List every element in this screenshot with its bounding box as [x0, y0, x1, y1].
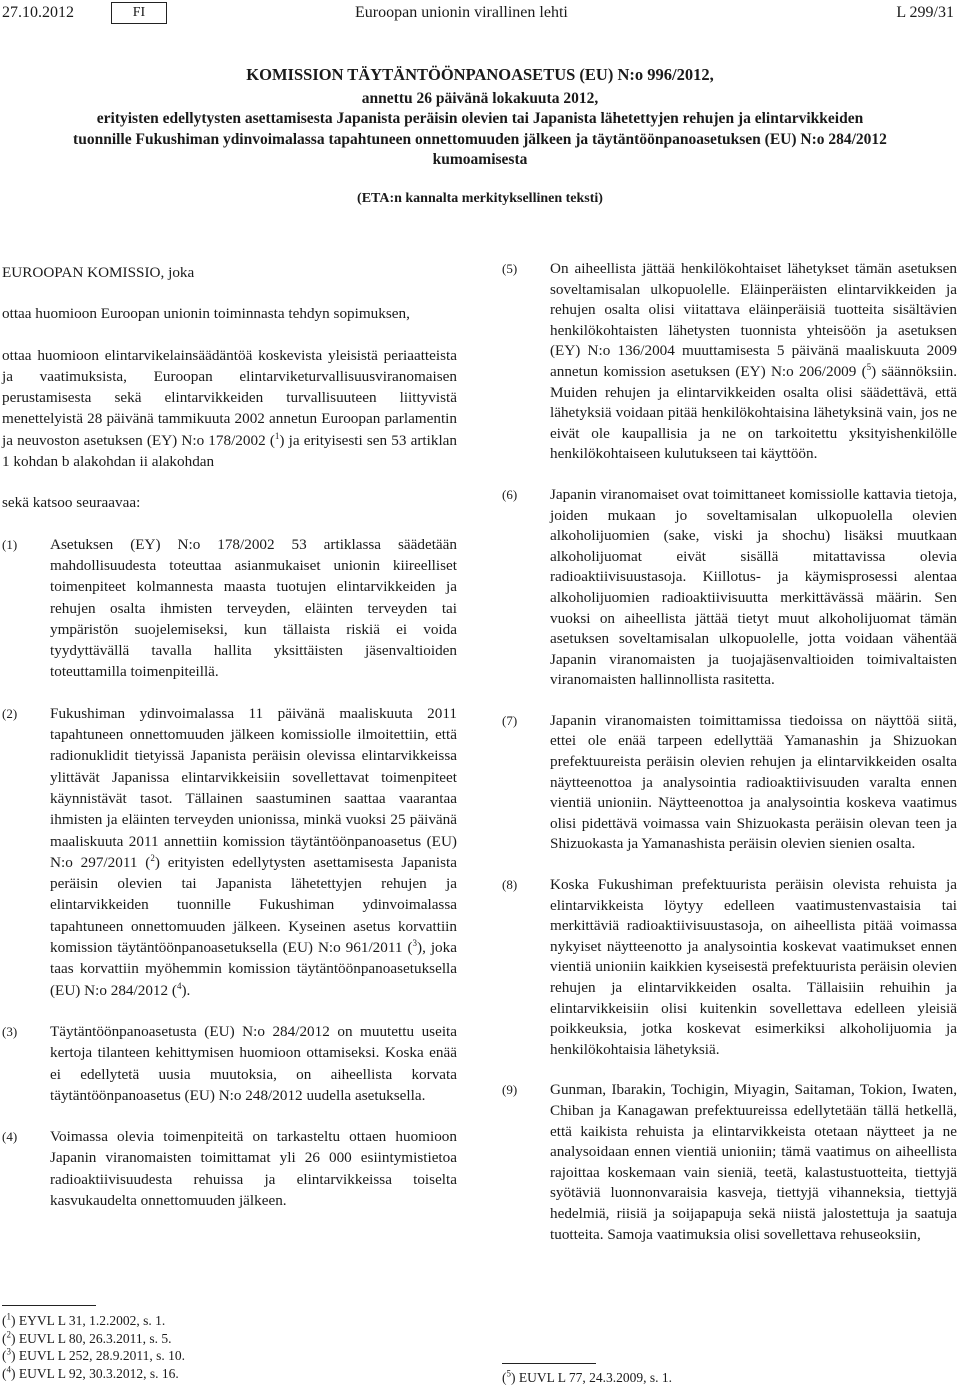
recital-text: Fukushiman ydinvoimalassa 11 päivänä maaliskuuta 2011 tapahtuneen onnettomuuden jälkeen komissiolle ilmoitettiin, että radionuklidit tietyissä Japanista peräisin olevissa elintarvikkeissa ylittävät Japanissa elintarvikkeisiin sovellettavat toimenpiteet käynnistävät tasot. Tällainen saastuminen saattaa vaarantaa ihmisten ja eläinten terveyden unionissa, minkä vuoksi 25 päivänä maaliskuuta 2011 annettiin komission täytäntöönpanoasetus (EU) N:o 297/2011 ($^2$) erityisten edellytysten asettamisesta Japanista peräisin olevien tai Japanista lähetettyjen rehujen ja elintarvikkeiden tuonnille Fukushiman ydinvoimalassa tapahtuneen onnettomuuden jälkeen. Kyseinen asetus korvattiin komission täytäntöönpanoasetuksella (EU) N:o 961/2011 ($^3$), joka taas korvattiin myöhemmin komission täytäntöönpanoasetuksella (EU) N:o 284/2012 ($^4$).	[50, 704, 457, 999]
regulation-title-block	[70, 65, 890, 209]
recital-number: (2)	[2, 705, 18, 721]
language-badge: FI	[111, 2, 167, 24]
page-number: L 299/31	[896, 4, 954, 21]
recital	[2, 1126, 457, 1211]
recital-number: (6)	[502, 486, 518, 502]
regulation-subject: erityisten edellytysten asettamisesta Japanista peräisin olevien tai Japanista lähetettyjen rehujen ja elintarvikkeiden tuonnille Fukushiman ydinvoimalassa tapahtuneen onnettomuuden jälkeen ja täytäntöönpanoasetuksen (EU) N:o 284/2012 kumoamisesta	[73, 110, 887, 168]
recital-text: On aiheellista jättää henkilökohtaiset lähetykset tämän asetuksen soveltamisalan ulkopuolelle. Eläinperäisten elintarvikkeiden ja rehujen osalta olisi viitattava eläinperäisiä tuotteita sisältävien henkilökohtaisten lähetysten tuonnista yhteisöön ja asetuksen (EY) N:o 136/2004 muuttamisesta 5 päivänä maaliskuuta 2009 annetun komission asetuksen (EY) N:o 206/2009 ($^5$) säännöksiin. Muiden rehujen ja elintarvikkeiden osalta olisi säädettävä, että lähetyksiä voidaan pitää henkilökohtaisina lähetyksinä vain, jos ne eivät ole kaupallisia ja ne on tarkoitettu yksityishenkilölle henkilökohtaiseen kulutukseen tai käyttöön.	[550, 260, 957, 463]
citation-food-law: ottaa huomioon elintarvikelainsäädäntöä koskevista yleisistä periaatteista ja vaatimuksista, Euroopan elintarviketurvallisuusviranomaisen perustamisesta sekä elintarvikkeiden turvallisuuteen liittyvistä menettelyistä 28 päivänä tammikuuta 2002 annetun Euroopan parlamentin ja neuvoston asetuksen (EY) N:o 178/2002 ($^1$) ja erityisesti sen 53 artiklan 1 kohdan b alakohdan ii alakohdan	[2, 346, 458, 471]
footnote-separator	[502, 1363, 596, 1364]
recital-number: (3)	[2, 1023, 18, 1039]
footnote-ref: 5	[866, 361, 872, 372]
left-column	[2, 262, 457, 1231]
footnote: ($^1$) EYVL L 31, 1.2.2002, s. 1.	[2, 1311, 166, 1328]
journal-title: Euroopan unionin virallinen lehti	[355, 4, 568, 21]
recital	[502, 1080, 957, 1245]
recital	[502, 259, 957, 465]
footnote: ($^3$) EUVL L 252, 28.9.2011, s. 10.	[2, 1346, 185, 1363]
recital-number: (9)	[502, 1082, 518, 1098]
recital-text: Täytäntöönpanoasetusta (EU) N:o 284/2012 on muutettu useita kertoja tilanteen kehittymisen huomioon ottamiseksi. Koska enää ei edellytetä uusia muutoksia, on aiheellista korvata täytäntöönpanoasetus (EU) N:o 248/2012 uudella asetuksella.	[50, 1022, 457, 1104]
recital	[2, 534, 457, 683]
recital-text: Asetuksen (EY) N:o 178/2002 53 artiklassa säädetään mahdollisuudesta toteuttaa asianmukaiset unionin kiireelliset toimenpiteet kolmannesta maasta tuotujen elintarvikkeiden ja rehujen osalta ihmisten terveyden, eläinten terveyden tai ympäristön suojelemiseksi, kun tällaista riskiä ei voida tyydyttävällä tavalla hallita yksittäisten jäsenvaltioiden toteuttamilla toimenpiteillä.	[50, 535, 457, 681]
recital	[2, 703, 457, 1001]
recital	[2, 1021, 457, 1106]
eea-relevance: (ETA:n kannalta merkityksellinen teksti)	[357, 190, 603, 206]
citation-treaty: ottaa huomioon Euroopan unionin toiminnasta tehdyn sopimuksen,	[2, 305, 410, 323]
footnote-separator	[2, 1305, 96, 1306]
recital-text: Koska Fukushiman prefektuurista peräisin olevista rehuista ja elintarvikkeista löytyy edelleen vaatimustenvastaisia tai merkittäviä radioaktiivisuustasoja, on aiheellista pitää voimassa nykyiset näytteenotto ja analysointia koskevat vaatimukset ennen vientiä unioniin kaikkien kyseisestä prefektuurista peräisin olevien rehujen ja elintarvikkeiden osalta. Tällaisiin rehuihin ja elintarvikkeisiin olisi kuitenkin sovellettava edelleen yleisiä poikkeuksia, jotka koskevat esimerkiksi alkoholijuomia ja henkilökohtaisia lähetyksiä.	[550, 876, 957, 1058]
footnote-ref: 4	[176, 980, 182, 991]
footnotes-right	[502, 1369, 672, 1387]
recital-text: Japanin viranomaisten toimittamissa tiedoissa on näyttöä siitä, ettei ole enää tarpeen edellyttää Yamanashin ja Shizuokan prefektuureista peräisin olevien rehujen ja elintarvikkeiden osalta näytteenottoa ja analysointia radioaktiivisuuden varalta ennen vientiä unioniin. Näytteenottoa ja analysointia koskeva vaatimus olisi pidettävä voimassa vain Shizuokasta peräisin olevan teen ja Shizuokasta ja Yamanashista peräisin olevien sienien osalta.	[550, 711, 957, 853]
footnote: ($^4$) EUVL L 92, 30.3.2012, s. 16.	[2, 1364, 179, 1381]
recital-text: Japanin viranomaiset ovat toimittaneet komissiolle kattavia tietoja, joiden mukaan jo soveltamisalan ulkopuolella olevien alkoholijuomien (sake, viski ja shochu) lisäksi muutkaan alkoholijuomat eivät sisällä mitattavissa olevia radioaktiivisuustasoja. Kiillotus- ja käymisprosessi alentaa alkoholijuomien radioaktiivisuutta merkittävässä määrin. Sen vuoksi on aiheellista jättää tietyt muut alkoholijuomat tämän asetuksen soveltamisalan ulkopuolelle, jotta voidaan vähentää Japanin viranomaisten ja tuojajäsenvaltioiden toimivaltaisten viranomaisten hallinnollista rasitetta.	[550, 485, 957, 689]
recital-number: (1)	[2, 536, 18, 552]
publication-date: 27.10.2012	[2, 4, 74, 21]
whereas-intro: sekä katsoo seuraavaa:	[2, 494, 141, 512]
recital-text: Voimassa olevia toimenpiteitä on tarkasteltu ottaen huomioon Japanin viranomaisten toimittamat yli 26 000 esiintymistietoa radioaktiivisuudesta rehuissa ja elintarvikkeissa toiselta kasvukaudelta onnettomuuden jälkeen.	[50, 1128, 457, 1209]
recital-number: (7)	[502, 712, 518, 728]
regulation-date: annettu 26 päivänä lokakuuta 2012,	[361, 89, 599, 107]
footnotes-left	[2, 1312, 185, 1382]
recital-text: Gunman, Ibarakin, Tochigin, Miyagin, Saitaman, Tokion, Iwaten, Chiban ja Kanagawan prefektuureissa edellytetään tällä hetkellä, että kaikista rehuista ja elintarvikkeista otetaan näytteet ja ne analysoidaan ennen vientiä unioniin; tämä vaatimus on aiheellista rajoittaa koskemaan vain sieniä, teetä, kalastustuotteita, tiettyjä syötäviä luonnonvaraisia kasveja, tiettyjä vihanneksia, tiettyjä hedelmiä, riisiä ja soijapapuja sekä niistä jalostettuja ja saatuja tuotteita. Samoja vaatimuksia olisi sovellettava rehuseoksiin,	[550, 1081, 957, 1243]
footnote-ref: 1	[274, 430, 280, 441]
footnote-ref: 2	[150, 852, 155, 863]
page-header	[0, 2, 960, 26]
recital-number: (8)	[502, 877, 518, 893]
preamble-intro: EUROOPAN KOMISSIO, joka	[2, 264, 195, 281]
regulation-title: KOMISSION TÄYTÄNTÖÖNPANOASETUS (EU) N:o 996/2012,	[246, 65, 714, 84]
recital-number: (5)	[502, 261, 518, 276]
footnote-ref: 3	[412, 937, 418, 948]
recital	[502, 485, 957, 691]
recital	[502, 711, 957, 855]
footnote: ($^2$) EUVL L 80, 26.3.2011, s. 5.	[2, 1329, 172, 1346]
recital-number: (4)	[2, 1129, 18, 1145]
right-column	[502, 259, 957, 1265]
footnote: ($^5$) EUVL L 77, 24.3.2009, s. 1.	[502, 1368, 672, 1385]
recital	[502, 875, 957, 1060]
